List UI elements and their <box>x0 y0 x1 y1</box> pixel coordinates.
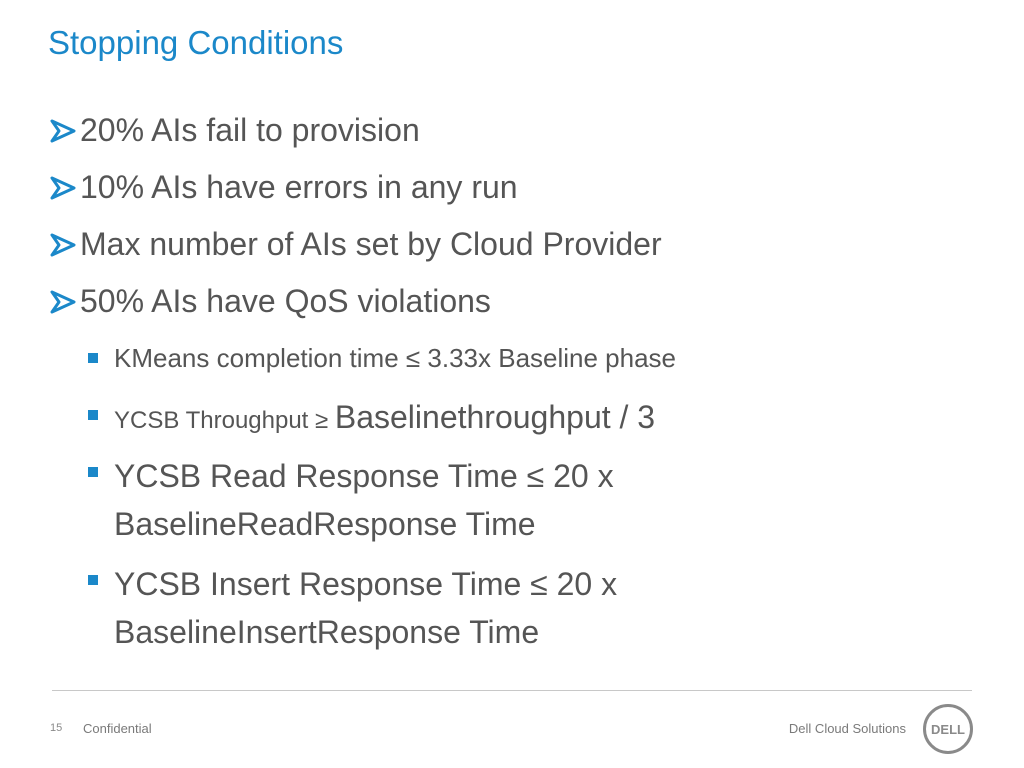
sub-bullet-item <box>88 560 617 656</box>
sub-bullet-text-large: Baselinethroughput / 3 <box>334 399 656 435</box>
bullet-text: 50% AIs have QoS violations <box>80 283 491 319</box>
sub-bullet-item <box>88 393 655 448</box>
sub-bullet-line: BaselineInsertResponse Time <box>114 614 540 650</box>
bullet-text: 10% AIs have errors in any run <box>80 169 518 205</box>
bullet-item <box>50 222 990 279</box>
sub-bullet-line: YCSB Insert Response Time ≤ 20 x <box>114 566 618 602</box>
sub-bullet-item <box>88 452 614 548</box>
footer-divider <box>52 690 972 691</box>
sub-bullet-text <box>114 393 655 448</box>
page-number: 15 <box>50 722 63 734</box>
arrow-icon <box>50 108 80 152</box>
confidential-label: Confidential <box>83 721 152 736</box>
sub-bullet-text <box>114 560 617 656</box>
square-icon <box>88 410 98 420</box>
sub-bullet-text-small: YCSB Throughput ≥ <box>114 407 335 434</box>
sub-bullet-item <box>88 340 676 376</box>
brand-label: Dell Cloud Solutions <box>788 721 906 736</box>
square-icon <box>88 467 98 477</box>
dell-logo-text: DELL <box>931 722 965 737</box>
square-icon <box>88 575 98 585</box>
sub-bullet-line: BaselineReadResponse Time <box>114 506 536 542</box>
bullet-item <box>50 108 990 165</box>
arrow-icon <box>50 279 80 323</box>
arrow-icon <box>50 165 80 209</box>
square-icon <box>88 353 98 363</box>
dell-logo-icon <box>922 703 974 755</box>
bullet-item <box>50 279 990 336</box>
sub-bullet-line: YCSB Read Response Time ≤ 20 x <box>114 458 614 494</box>
bullet-text: Max number of AIs set by Cloud Provider <box>80 226 662 262</box>
bullet-item <box>50 165 990 222</box>
sub-bullet-text <box>114 452 614 548</box>
bullet-list <box>50 108 990 336</box>
slide-title: Stopping Conditions <box>48 24 344 61</box>
bullet-text: 20% AIs fail to provision <box>80 112 420 148</box>
sub-bullet-text: KMeans completion time ≤ 3.33x Baseline phase <box>114 343 677 373</box>
arrow-icon <box>50 222 80 266</box>
